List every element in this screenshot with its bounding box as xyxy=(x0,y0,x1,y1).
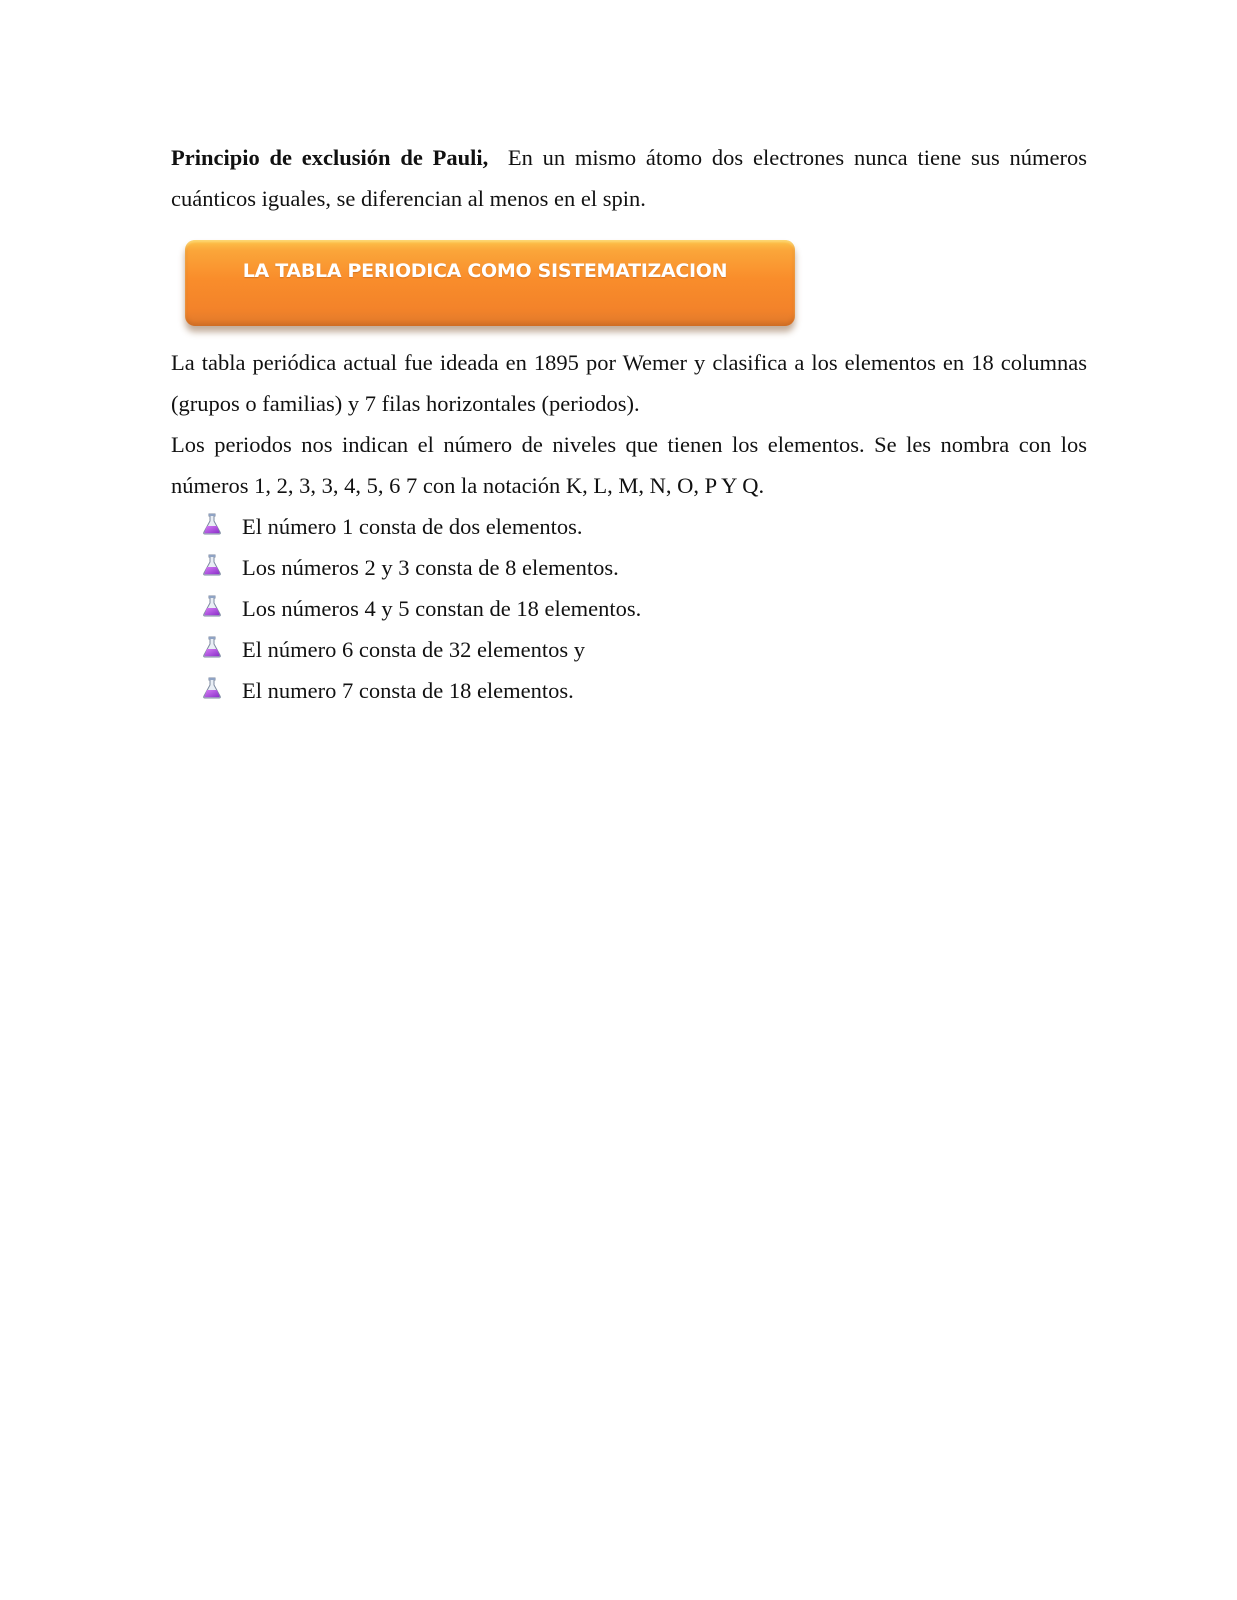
flask-icon xyxy=(202,513,222,535)
section-banner xyxy=(185,240,795,326)
paragraph-table-description: La tabla periódica actual fue ideada en 1895 por Wemer y clasifica a los elementos en 18 columnas (grupos o familias) y 7 filas horizontales (periodos). xyxy=(171,350,1087,416)
period-list xyxy=(202,506,641,711)
pauli-paragraph xyxy=(171,137,1087,219)
periodic-table-text xyxy=(171,342,1087,506)
list-item xyxy=(202,547,641,588)
list-item-text: Los números 4 y 5 constan de 18 elementos. xyxy=(242,596,642,621)
list-item-text: El número 1 consta de dos elementos. xyxy=(242,514,583,539)
list-item xyxy=(202,629,641,670)
flask-icon xyxy=(202,677,222,699)
list-item-text: El numero 7 consta de 18 elementos. xyxy=(242,678,574,703)
list-item-text: El número 6 consta de 32 elementos y xyxy=(242,637,586,662)
flask-icon xyxy=(202,595,222,617)
list-item xyxy=(202,506,641,547)
flask-icon xyxy=(202,554,222,576)
list-item-text: Los números 2 y 3 consta de 8 elementos. xyxy=(242,555,619,580)
flask-icon xyxy=(202,636,222,658)
section-banner-title: LA TABLA PERIODICA COMO SISTEMATIZACION xyxy=(242,260,728,282)
list-item xyxy=(202,588,641,629)
list-item xyxy=(202,670,641,711)
pauli-definition: En un mismo átomo dos electrones nunca tiene sus números cuánticos iguales, se diferencian al menos en el spin. xyxy=(171,145,1087,211)
pauli-term: Principio de exclusión de Pauli, xyxy=(171,145,489,170)
paragraph-periods: Los periodos nos indican el número de niveles que tienen los elementos. Se les nombra con los números 1, 2, 3, 3, 4, 5, 6 7 con la notación K, L, M, N, O, P Y Q. xyxy=(171,432,1087,498)
